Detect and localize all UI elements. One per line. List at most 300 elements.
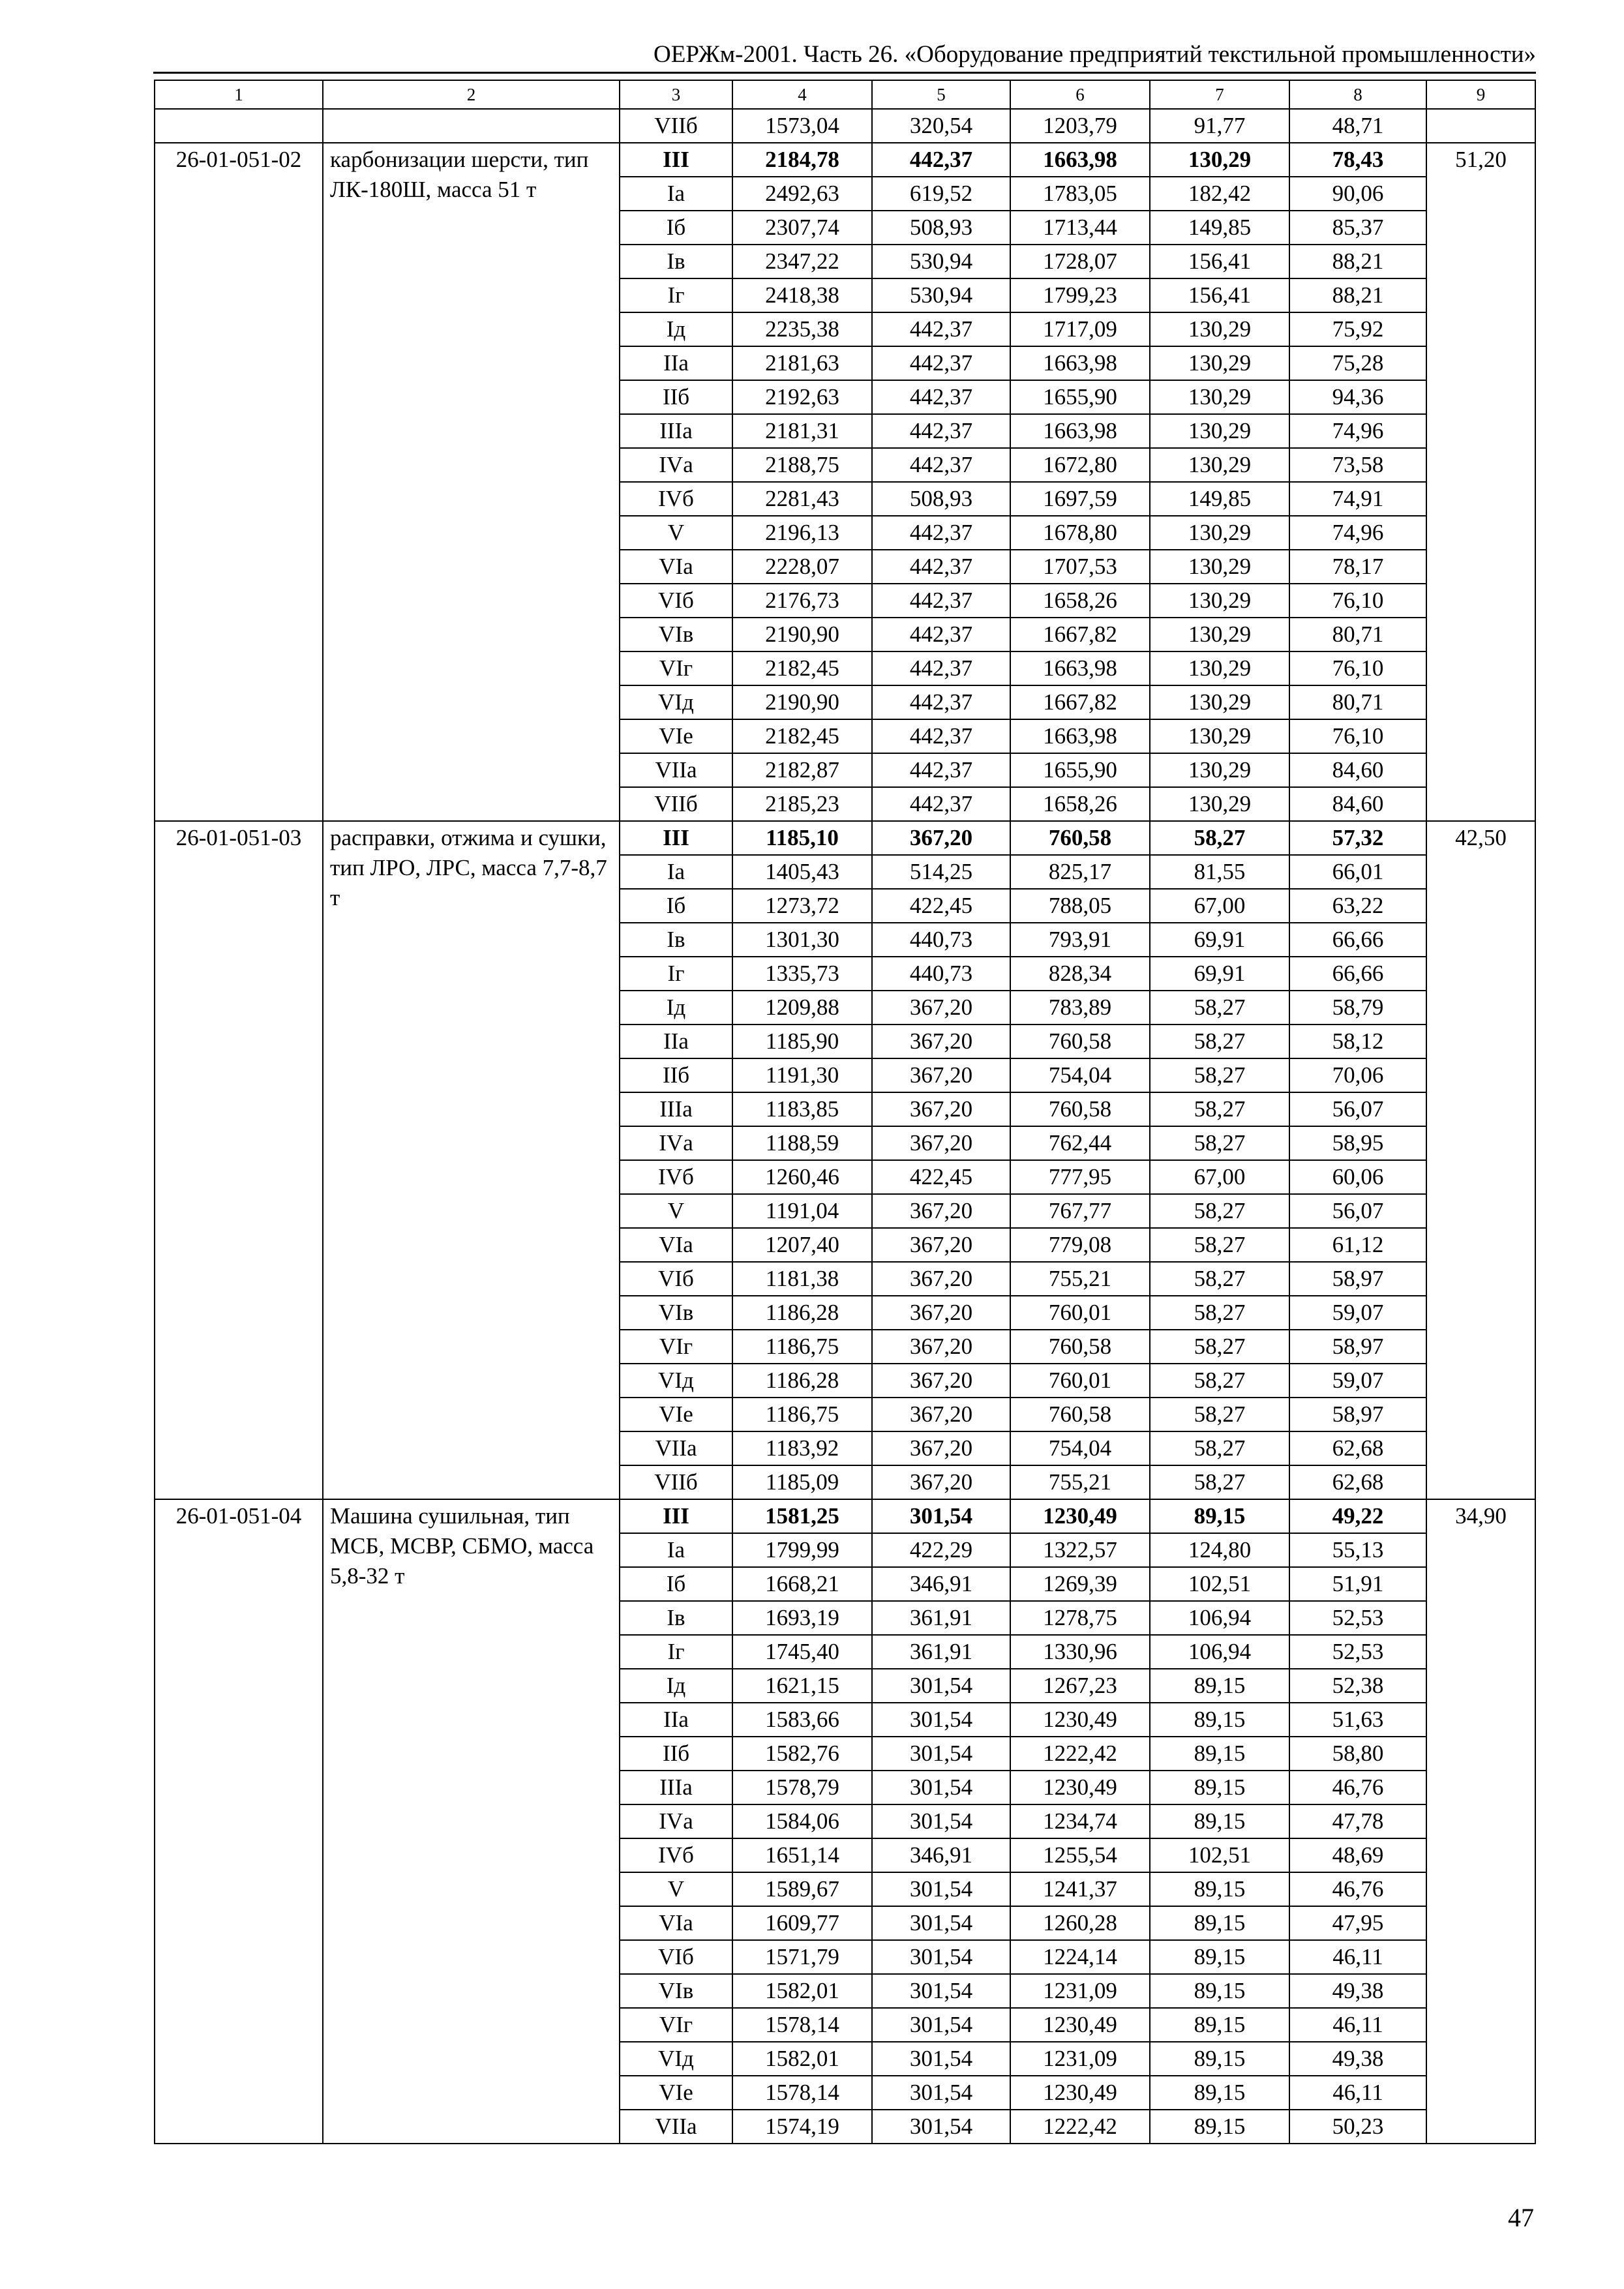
value-cell: 74,96 <box>1289 414 1426 448</box>
value-cell: 442,37 <box>872 550 1010 584</box>
value-cell: 2492,63 <box>732 177 872 211</box>
value-cell: 1278,75 <box>1010 1601 1150 1635</box>
zone-cell: Iб <box>620 889 732 923</box>
value-cell: 106,94 <box>1150 1635 1289 1669</box>
value-cell: 1621,15 <box>732 1669 872 1703</box>
value-cell: 760,58 <box>1010 1398 1150 1431</box>
value-cell: 1322,57 <box>1010 1533 1150 1567</box>
value-cell: 361,91 <box>872 1601 1010 1635</box>
zone-cell: VIа <box>620 550 732 584</box>
mass-cell <box>1426 109 1535 143</box>
value-cell: 1209,88 <box>732 991 872 1025</box>
zone-cell: Iг <box>620 278 732 312</box>
value-cell: 760,58 <box>1010 1330 1150 1364</box>
value-cell: 1269,39 <box>1010 1567 1150 1601</box>
table-row <box>155 1499 1535 1533</box>
value-cell: 1582,01 <box>732 2042 872 2076</box>
value-cell: 76,10 <box>1289 719 1426 753</box>
zone-cell: VIг <box>620 2008 732 2042</box>
value-cell: 58,27 <box>1150 1194 1289 1228</box>
value-cell: 760,58 <box>1010 1092 1150 1126</box>
value-cell: 58,27 <box>1150 1025 1289 1058</box>
value-cell: 367,20 <box>872 1398 1010 1431</box>
value-cell: 1581,25 <box>732 1499 872 1533</box>
value-cell: 58,27 <box>1150 1296 1289 1330</box>
value-cell: 1234,74 <box>1010 1804 1150 1838</box>
column-number: 7 <box>1150 80 1289 109</box>
value-cell: 1230,49 <box>1010 2008 1150 2042</box>
item-code: 26-01-051-03 <box>155 821 323 1499</box>
value-cell: 76,10 <box>1289 651 1426 685</box>
zone-cell: Iв <box>620 245 732 278</box>
zone-cell: VIIб <box>620 787 732 821</box>
value-cell: 81,55 <box>1150 855 1289 889</box>
value-cell: 130,29 <box>1150 685 1289 719</box>
value-cell: 58,97 <box>1289 1330 1426 1364</box>
value-cell: 47,78 <box>1289 1804 1426 1838</box>
value-cell: 130,29 <box>1150 448 1289 482</box>
value-cell: 783,89 <box>1010 991 1150 1025</box>
value-cell: 514,25 <box>872 855 1010 889</box>
item-description: расправки, отжима и сушки, тип ЛРО, ЛРС, масса 7,7-8,7 т <box>323 821 620 1499</box>
value-cell: 130,29 <box>1150 414 1289 448</box>
table-row <box>155 143 1535 177</box>
value-cell: 102,51 <box>1150 1838 1289 1872</box>
value-cell: 156,41 <box>1150 245 1289 278</box>
value-cell: 58,97 <box>1289 1398 1426 1431</box>
value-cell: 57,32 <box>1289 821 1426 855</box>
value-cell: 130,29 <box>1150 753 1289 787</box>
value-cell: 1267,23 <box>1010 1669 1150 1703</box>
zone-cell: VIа <box>620 1906 732 1940</box>
zone-cell: VIб <box>620 584 732 618</box>
value-cell: 367,20 <box>872 991 1010 1025</box>
rates-table <box>154 80 1536 2144</box>
value-cell: 301,54 <box>872 2110 1010 2144</box>
value-cell: 442,37 <box>872 414 1010 448</box>
value-cell: 442,37 <box>872 618 1010 651</box>
zone-cell: VIд <box>620 1364 732 1398</box>
value-cell: 89,15 <box>1150 1872 1289 1906</box>
value-cell: 301,54 <box>872 1499 1010 1533</box>
value-cell: 89,15 <box>1150 2008 1289 2042</box>
value-cell: 130,29 <box>1150 719 1289 753</box>
value-cell: 301,54 <box>872 1737 1010 1771</box>
zone-cell: V <box>620 1872 732 1906</box>
value-cell: 89,15 <box>1150 1771 1289 1804</box>
value-cell: 102,51 <box>1150 1567 1289 1601</box>
value-cell: 106,94 <box>1150 1601 1289 1635</box>
value-cell: 84,60 <box>1289 787 1426 821</box>
value-cell: 367,20 <box>872 1465 1010 1499</box>
value-cell: 301,54 <box>872 2076 1010 2110</box>
value-cell: 63,22 <box>1289 889 1426 923</box>
value-cell: 2181,31 <box>732 414 872 448</box>
value-cell: 58,27 <box>1150 1228 1289 1262</box>
value-cell: 66,01 <box>1289 855 1426 889</box>
column-number: 4 <box>732 80 872 109</box>
zone-cell: VIв <box>620 618 732 651</box>
item-mass: 42,50 <box>1426 821 1535 1499</box>
value-cell: 422,29 <box>872 1533 1010 1567</box>
value-cell: 1183,92 <box>732 1431 872 1465</box>
value-cell: 1783,05 <box>1010 177 1150 211</box>
value-cell: 156,41 <box>1150 278 1289 312</box>
value-cell: 301,54 <box>872 2008 1010 2042</box>
value-cell: 130,29 <box>1150 618 1289 651</box>
value-cell: 1185,10 <box>732 821 872 855</box>
value-cell: 46,11 <box>1289 2008 1426 2042</box>
zone-cell: VIе <box>620 719 732 753</box>
value-cell: 2190,90 <box>732 685 872 719</box>
zone-cell: VIIа <box>620 2110 732 2144</box>
page-header: ОЕРЖм-2001. Часть 26. «Оборудование предприятий текстильной промышленности» <box>153 38 1536 74</box>
value-cell: 1668,21 <box>732 1567 872 1601</box>
zone-cell: IVа <box>620 1804 732 1838</box>
value-cell: 755,21 <box>1010 1465 1150 1499</box>
value-cell: 89,15 <box>1150 1499 1289 1533</box>
value-cell: 1571,79 <box>732 1940 872 1974</box>
value-cell: 367,20 <box>872 1330 1010 1364</box>
value-cell: 442,37 <box>872 719 1010 753</box>
value-cell: 88,21 <box>1289 278 1426 312</box>
value-cell: 320,54 <box>872 109 1010 143</box>
value-cell: 361,91 <box>872 1635 1010 1669</box>
value-cell: 78,17 <box>1289 550 1426 584</box>
value-cell: 1651,14 <box>732 1838 872 1872</box>
value-cell: 1335,73 <box>732 957 872 991</box>
value-cell: 1578,79 <box>732 1771 872 1804</box>
value-cell: 1186,28 <box>732 1364 872 1398</box>
value-cell: 78,43 <box>1289 143 1426 177</box>
zone-cell: IVа <box>620 1126 732 1160</box>
value-cell: 767,77 <box>1010 1194 1150 1228</box>
zone-cell: Iг <box>620 957 732 991</box>
zone-cell: IIа <box>620 1025 732 1058</box>
value-cell: 301,54 <box>872 1974 1010 2008</box>
zone-cell: Iб <box>620 1567 732 1601</box>
value-cell: 442,37 <box>872 584 1010 618</box>
value-cell: 58,27 <box>1150 1262 1289 1296</box>
value-cell: 2281,43 <box>732 482 872 516</box>
value-cell: 56,07 <box>1289 1092 1426 1126</box>
zone-cell: VIг <box>620 1330 732 1364</box>
table-body <box>155 80 1535 2144</box>
value-cell: 58,27 <box>1150 1431 1289 1465</box>
value-cell: 1573,04 <box>732 109 872 143</box>
value-cell: 1609,77 <box>732 1906 872 1940</box>
value-cell: 1230,49 <box>1010 1703 1150 1737</box>
value-cell: 508,93 <box>872 211 1010 245</box>
value-cell: 89,15 <box>1150 1804 1289 1838</box>
value-cell: 1584,06 <box>732 1804 872 1838</box>
value-cell: 530,94 <box>872 278 1010 312</box>
value-cell: 74,91 <box>1289 482 1426 516</box>
value-cell: 59,07 <box>1289 1296 1426 1330</box>
value-cell: 1799,23 <box>1010 278 1150 312</box>
value-cell: 48,71 <box>1289 109 1426 143</box>
value-cell: 69,91 <box>1150 923 1289 957</box>
value-cell: 76,10 <box>1289 584 1426 618</box>
value-cell: 47,95 <box>1289 1906 1426 1940</box>
value-cell: 2190,90 <box>732 618 872 651</box>
value-cell: 367,20 <box>872 1092 1010 1126</box>
value-cell: 85,37 <box>1289 211 1426 245</box>
code-cell <box>155 109 323 143</box>
value-cell: 2418,38 <box>732 278 872 312</box>
value-cell: 67,00 <box>1150 1160 1289 1194</box>
value-cell: 367,20 <box>872 1194 1010 1228</box>
value-cell: 1574,19 <box>732 2110 872 2144</box>
value-cell: 1231,09 <box>1010 1974 1150 2008</box>
value-cell: 89,15 <box>1150 2110 1289 2144</box>
value-cell: 367,20 <box>872 1431 1010 1465</box>
value-cell: 149,85 <box>1150 211 1289 245</box>
value-cell: 301,54 <box>872 1804 1010 1838</box>
value-cell: 52,38 <box>1289 1669 1426 1703</box>
value-cell: 1728,07 <box>1010 245 1150 278</box>
value-cell: 1301,30 <box>732 923 872 957</box>
zone-cell: IVб <box>620 1160 732 1194</box>
value-cell: 58,27 <box>1150 1330 1289 1364</box>
value-cell: 760,01 <box>1010 1296 1150 1330</box>
value-cell: 46,76 <box>1289 1771 1426 1804</box>
zone-cell: VIв <box>620 1296 732 1330</box>
continuation-row <box>155 109 1535 143</box>
value-cell: 442,37 <box>872 516 1010 550</box>
table-row <box>155 821 1535 855</box>
value-cell: 1330,96 <box>1010 1635 1150 1669</box>
value-cell: 1582,76 <box>732 1737 872 1771</box>
value-cell: 367,20 <box>872 1364 1010 1398</box>
value-cell: 301,54 <box>872 2042 1010 2076</box>
value-cell: 793,91 <box>1010 923 1150 957</box>
value-cell: 301,54 <box>872 1872 1010 1906</box>
value-cell: 62,68 <box>1289 1431 1426 1465</box>
value-cell: 51,91 <box>1289 1567 1426 1601</box>
value-cell: 80,71 <box>1289 685 1426 719</box>
value-cell: 2347,22 <box>732 245 872 278</box>
value-cell: 59,07 <box>1289 1364 1426 1398</box>
value-cell: 2185,23 <box>732 787 872 821</box>
value-cell: 760,01 <box>1010 1364 1150 1398</box>
value-cell: 828,34 <box>1010 957 1150 991</box>
zone-cell: Iд <box>620 1669 732 1703</box>
value-cell: 89,15 <box>1150 1737 1289 1771</box>
value-cell: 46,11 <box>1289 2076 1426 2110</box>
zone-cell: IVа <box>620 448 732 482</box>
value-cell: 124,80 <box>1150 1533 1289 1567</box>
column-number: 8 <box>1289 80 1426 109</box>
value-cell: 49,38 <box>1289 2042 1426 2076</box>
value-cell: 442,37 <box>872 312 1010 346</box>
value-cell: 1186,75 <box>732 1398 872 1431</box>
zone-cell: Iд <box>620 312 732 346</box>
value-cell: 1185,09 <box>732 1465 872 1499</box>
value-cell: 130,29 <box>1150 651 1289 685</box>
value-cell: 1663,98 <box>1010 719 1150 753</box>
zone-cell: VIIа <box>620 753 732 787</box>
item-mass: 51,20 <box>1426 143 1535 821</box>
value-cell: 75,28 <box>1289 346 1426 380</box>
value-cell: 346,91 <box>872 1838 1010 1872</box>
zone-cell: VIб <box>620 1262 732 1296</box>
value-cell: 1230,49 <box>1010 2076 1150 2110</box>
value-cell: 48,69 <box>1289 1838 1426 1872</box>
value-cell: 1181,38 <box>732 1262 872 1296</box>
value-cell: 508,93 <box>872 482 1010 516</box>
value-cell: 89,15 <box>1150 2076 1289 2110</box>
zone-cell: VIа <box>620 1228 732 1262</box>
value-cell: 56,07 <box>1289 1194 1426 1228</box>
value-cell: 754,04 <box>1010 1058 1150 1092</box>
value-cell: 1707,53 <box>1010 550 1150 584</box>
value-cell: 1191,30 <box>732 1058 872 1092</box>
value-cell: 84,60 <box>1289 753 1426 787</box>
value-cell: 58,27 <box>1150 1465 1289 1499</box>
zone-cell: IIа <box>620 1703 732 1737</box>
value-cell: 1203,79 <box>1010 109 1150 143</box>
zone-cell: IIIа <box>620 414 732 448</box>
column-number: 3 <box>620 80 732 109</box>
column-number: 2 <box>323 80 620 109</box>
value-cell: 367,20 <box>872 1025 1010 1058</box>
column-number-row <box>155 80 1535 109</box>
value-cell: 1255,54 <box>1010 1838 1150 1872</box>
value-cell: 754,04 <box>1010 1431 1150 1465</box>
zone-cell: Iб <box>620 211 732 245</box>
value-cell: 1589,67 <box>732 1872 872 1906</box>
value-cell: 440,73 <box>872 957 1010 991</box>
value-cell: 1578,14 <box>732 2008 872 2042</box>
value-cell: 130,29 <box>1150 584 1289 618</box>
value-cell: 1241,37 <box>1010 1872 1150 1906</box>
zone-cell: VIд <box>620 685 732 719</box>
value-cell: 2192,63 <box>732 380 872 414</box>
value-cell: 89,15 <box>1150 1974 1289 2008</box>
value-cell: 1222,42 <box>1010 1737 1150 1771</box>
value-cell: 1658,26 <box>1010 787 1150 821</box>
value-cell: 442,37 <box>872 753 1010 787</box>
value-cell: 442,37 <box>872 346 1010 380</box>
value-cell: 301,54 <box>872 1703 1010 1737</box>
value-cell: 1405,43 <box>732 855 872 889</box>
value-cell: 1186,28 <box>732 1296 872 1330</box>
zone-cell: Iа <box>620 177 732 211</box>
value-cell: 367,20 <box>872 1262 1010 1296</box>
value-cell: 440,73 <box>872 923 1010 957</box>
zone-cell: Iа <box>620 855 732 889</box>
zone-cell: Iв <box>620 1601 732 1635</box>
value-cell: 58,27 <box>1150 1364 1289 1398</box>
value-cell: 49,38 <box>1289 1974 1426 2008</box>
value-cell: 1583,66 <box>732 1703 872 1737</box>
value-cell: 1799,99 <box>732 1533 872 1567</box>
value-cell: 89,15 <box>1150 1906 1289 1940</box>
value-cell: 825,17 <box>1010 855 1150 889</box>
value-cell: 2182,45 <box>732 719 872 753</box>
value-cell: 1224,14 <box>1010 1940 1150 1974</box>
value-cell: 130,29 <box>1150 346 1289 380</box>
value-cell: 442,37 <box>872 685 1010 719</box>
value-cell: 58,12 <box>1289 1025 1426 1058</box>
value-cell: 1667,82 <box>1010 685 1150 719</box>
value-cell: 46,76 <box>1289 1872 1426 1906</box>
value-cell: 760,58 <box>1010 1025 1150 1058</box>
value-cell: 422,45 <box>872 1160 1010 1194</box>
item-code: 26-01-051-02 <box>155 143 323 821</box>
zone-cell: Iд <box>620 991 732 1025</box>
zone-cell: VIб <box>620 1940 732 1974</box>
value-cell: 58,27 <box>1150 821 1289 855</box>
value-cell: 70,06 <box>1289 1058 1426 1092</box>
value-cell: 50,23 <box>1289 2110 1426 2144</box>
value-cell: 1672,80 <box>1010 448 1150 482</box>
value-cell: 74,96 <box>1289 516 1426 550</box>
zone-cell: IVб <box>620 1838 732 1872</box>
value-cell: 442,37 <box>872 787 1010 821</box>
value-cell: 58,80 <box>1289 1737 1426 1771</box>
value-cell: 51,63 <box>1289 1703 1426 1737</box>
zone-cell: VIIб <box>620 1465 732 1499</box>
value-cell: 130,29 <box>1150 516 1289 550</box>
value-cell: 52,53 <box>1289 1601 1426 1635</box>
value-cell: 66,66 <box>1289 957 1426 991</box>
value-cell: 130,29 <box>1150 550 1289 584</box>
value-cell: 67,00 <box>1150 889 1289 923</box>
value-cell: 94,36 <box>1289 380 1426 414</box>
value-cell: 58,27 <box>1150 1092 1289 1126</box>
value-cell: 2235,38 <box>732 312 872 346</box>
value-cell: 301,54 <box>872 1940 1010 1974</box>
value-cell: 91,77 <box>1150 109 1289 143</box>
zone-cell: IIа <box>620 346 732 380</box>
value-cell: 2228,07 <box>732 550 872 584</box>
zone-cell: III <box>620 143 732 177</box>
value-cell: 2196,13 <box>732 516 872 550</box>
value-cell: 301,54 <box>872 1906 1010 1940</box>
value-cell: 760,58 <box>1010 821 1150 855</box>
value-cell: 80,71 <box>1289 618 1426 651</box>
value-cell: 1697,59 <box>1010 482 1150 516</box>
value-cell: 1185,90 <box>732 1025 872 1058</box>
value-cell: 58,79 <box>1289 991 1426 1025</box>
value-cell: 1578,14 <box>732 2076 872 2110</box>
zone-cell: Iг <box>620 1635 732 1669</box>
value-cell: 301,54 <box>872 1669 1010 1703</box>
value-cell: 530,94 <box>872 245 1010 278</box>
value-cell: 1183,85 <box>732 1092 872 1126</box>
column-number: 1 <box>155 80 323 109</box>
value-cell: 442,37 <box>872 143 1010 177</box>
value-cell: 2184,78 <box>732 143 872 177</box>
value-cell: 755,21 <box>1010 1262 1150 1296</box>
value-cell: 1231,09 <box>1010 2042 1150 2076</box>
zone-cell: V <box>620 1194 732 1228</box>
value-cell: 442,37 <box>872 380 1010 414</box>
zone-cell: V <box>620 516 732 550</box>
value-cell: 52,53 <box>1289 1635 1426 1669</box>
value-cell: 1186,75 <box>732 1330 872 1364</box>
item-description: карбонизации шерсти, тип ЛК-180Ш, масса 51 т <box>323 143 620 821</box>
value-cell: 58,27 <box>1150 991 1289 1025</box>
value-cell: 149,85 <box>1150 482 1289 516</box>
value-cell: 346,91 <box>872 1567 1010 1601</box>
value-cell: 619,52 <box>872 177 1010 211</box>
value-cell: 130,29 <box>1150 312 1289 346</box>
zone-cell: VIг <box>620 651 732 685</box>
value-cell: 1207,40 <box>732 1228 872 1262</box>
